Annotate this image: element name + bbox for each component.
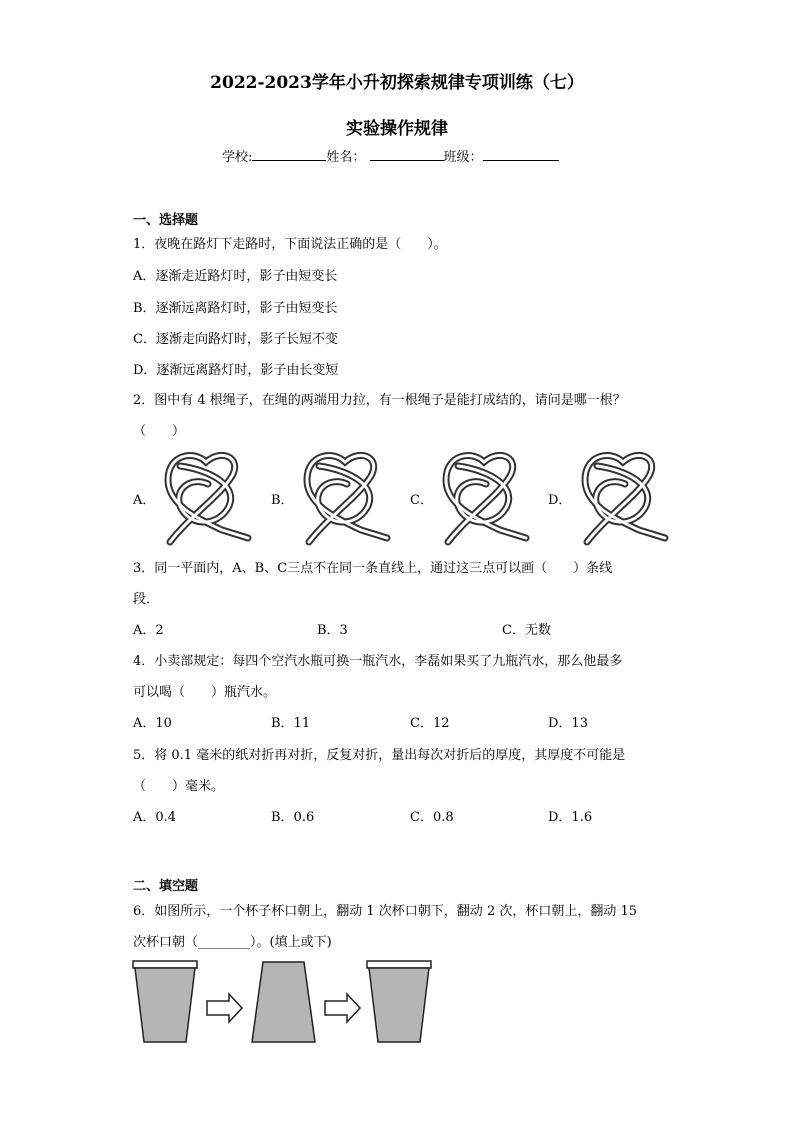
- page-title: 2022-2023学年小升初探索规律专项训练（七）: [210, 73, 584, 93]
- q6-stem-prefix: 次杯口朝（: [133, 935, 199, 950]
- arrow-right-icon-2: [325, 994, 360, 1022]
- q3-stem-cont: 段．: [133, 592, 160, 607]
- q4-stem: 4．小卖部规定：每四个空汽水瓶可换一瓶汽水，李磊如果买了九瓶汽水，那么他最多: [133, 654, 623, 669]
- q3-option-a[interactable]: A．2: [133, 623, 164, 638]
- q3-stem: 3．同一平面内，A、B、C三点不在同一条直线上，通过这三点可以画（ ）条线: [133, 561, 613, 576]
- name-blank[interactable]: [370, 147, 444, 161]
- q2-option-c[interactable]: C．: [410, 493, 433, 508]
- q2-option-b[interactable]: B．: [271, 493, 294, 508]
- q1-option-d[interactable]: D．逐渐远离路灯时，影子由长变短: [133, 363, 339, 378]
- page-subtitle: 实验操作规律: [346, 119, 448, 139]
- q3-option-c[interactable]: C．无数: [502, 623, 551, 638]
- name-label: 姓名：: [326, 150, 366, 165]
- q6-answer-blank[interactable]: ________: [198, 935, 251, 950]
- q5-option-c[interactable]: C．0.8: [410, 810, 454, 825]
- q5-option-b[interactable]: B．0.6: [271, 810, 315, 825]
- q1-option-c[interactable]: C．逐渐走向路灯时，影子长短不变: [133, 332, 338, 347]
- q1-option-b[interactable]: B．逐渐远离路灯时，影子由短变长: [133, 301, 338, 316]
- cup-up-1: [133, 961, 197, 1042]
- q5-option-d[interactable]: D．1.6: [548, 810, 593, 825]
- q2-option-a[interactable]: A．: [133, 493, 156, 508]
- student-info: [222, 146, 559, 165]
- q4-option-d[interactable]: D．13: [548, 716, 588, 731]
- section-heading-fill: 二、填空题: [133, 879, 199, 894]
- q5-stem: 5．将 0.1 毫米的纸对折再对折，反复对折，量出每次对折后的厚度，其厚度不可能是: [133, 748, 626, 763]
- q4-option-b[interactable]: B．11: [271, 716, 311, 731]
- knot-a-image: [150, 446, 260, 546]
- q6-stem-cont: [133, 931, 332, 950]
- cup-down: [252, 962, 315, 1042]
- q2-stem-blank: （ ）: [133, 424, 186, 439]
- arrow-right-icon-1: [207, 994, 242, 1022]
- school-blank[interactable]: [252, 147, 326, 161]
- q2-option-d[interactable]: D．: [548, 493, 572, 508]
- knot-d-image: [567, 446, 677, 546]
- q4-option-a[interactable]: A．10: [133, 716, 172, 731]
- q2-stem: 2．图中有 4 根绳子，在绳的两端用力拉，有一根绳子是能打成结的，请问是哪一根？: [133, 393, 626, 408]
- class-label: 班级：: [443, 150, 483, 165]
- section-heading-choice: 一、选择题: [133, 213, 199, 228]
- cup-up-2: [367, 961, 431, 1042]
- q1-option-a[interactable]: A．逐渐走近路灯时，影子由短变长: [133, 269, 338, 284]
- q5-option-a[interactable]: A．0.4: [133, 810, 177, 825]
- q6-stem-suffix: ）。(填上或下): [250, 935, 332, 950]
- school-label: 学校:: [222, 150, 253, 165]
- q4-option-c[interactable]: C．12: [410, 716, 450, 731]
- class-blank[interactable]: [483, 147, 559, 161]
- knot-c-image: [428, 446, 538, 546]
- knot-b-image: [289, 446, 399, 546]
- q1-stem: 1．夜晚在路灯下走路时，下面说法正确的是（ ）。: [133, 237, 447, 252]
- q6-stem: 6．如图所示，一个杯子杯口朝上，翻动 1 次杯口朝下，翻动 2 次，杯口朝上，翻动 15: [133, 904, 638, 919]
- cup-flip-figure: [130, 958, 440, 1048]
- q5-stem-cont: （ ）毫米。: [133, 779, 225, 794]
- q3-option-b[interactable]: B．3: [317, 623, 348, 638]
- q4-stem-cont: 可以喝（ ）瓶汽水。: [133, 685, 277, 700]
